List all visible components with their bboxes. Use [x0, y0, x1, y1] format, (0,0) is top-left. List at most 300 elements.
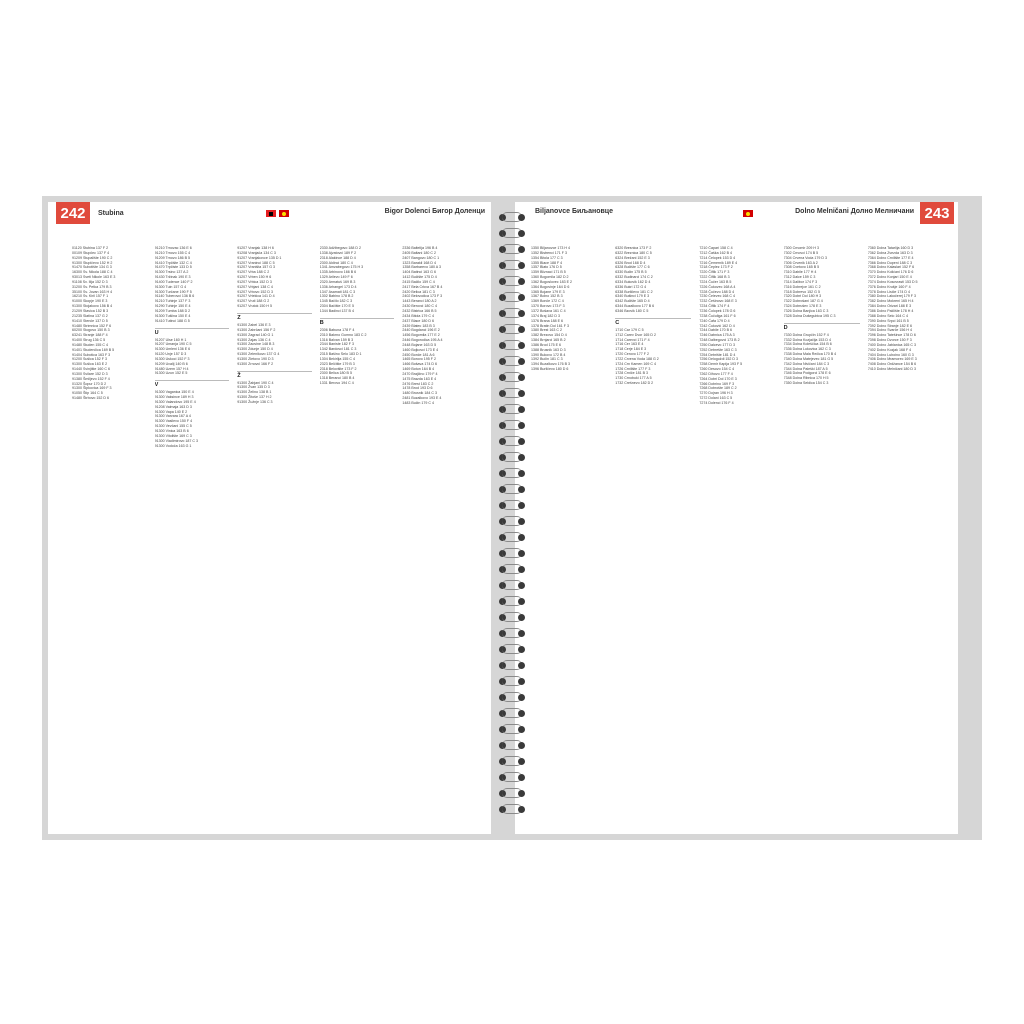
- index-column: [72, 246, 147, 826]
- index-entry: 7380 Dolno Lakočerej 179 F 3: [867, 294, 916, 299]
- index-entry: 7228 Čučevo 188 D 4: [699, 289, 735, 294]
- index-entry: 1304 Bekirlija 155 C 4: [319, 356, 355, 361]
- index-entry: 7232 Češinovo 168 E 3: [699, 299, 737, 304]
- index-entry: 1710 Car 179 C 5: [615, 327, 644, 332]
- index-entry: 91050 Štip 164 C 5: [72, 391, 103, 396]
- index-column: [155, 246, 230, 826]
- index-entry: 91120 Unje 157 D 3: [154, 352, 187, 357]
- index-entry: 7272 Dolani 163 C 5: [699, 396, 733, 401]
- index-entry: 1388 Brusnik 163 D 3: [531, 347, 566, 352]
- index-entry: 91300 Zelenikovo 137 G 4: [237, 352, 280, 357]
- index-entry: 1392 Bučin 181 C 3: [531, 357, 563, 362]
- binding-ring: [499, 292, 525, 302]
- index-entry: 1347 Asamati 181 C 3: [319, 289, 356, 294]
- binding-ring: [499, 308, 525, 318]
- index-entry: 1475 Brazda 163 E 4: [402, 376, 437, 381]
- binding-ring: [499, 468, 525, 478]
- index-entry: 7234 Čiflik 174 F 4: [699, 304, 730, 309]
- index-entry: 7326 Dolna Banjica 163 C 3: [783, 308, 829, 313]
- index-entry: 7400 Dolno Jablanica 165 C 3: [867, 342, 916, 347]
- index-entry: 7244 Dabile 170 B 6: [699, 328, 732, 333]
- index-entry: 1372 Bošava 161 C 4: [531, 308, 566, 313]
- index-entry: 7402 Dolno Kozjak 168 F 4: [867, 347, 912, 352]
- index-entry: 7246 Dabnica 175 A 3: [699, 333, 735, 338]
- index-entry: 2306 Babuna 178 F 4: [319, 327, 355, 332]
- index-entry: 35100 Sv. Jovan 163 H 4: [72, 289, 113, 294]
- index-entry: 1376 Brana 188 E 6: [531, 318, 563, 323]
- index-entry: 91209 Tumba 188 D 2: [154, 308, 191, 313]
- index-entry: 7254 Debrište 181 D 4: [699, 352, 736, 357]
- index-entry: 6336 Bukri 172 G 4: [615, 284, 647, 289]
- index-entry: 91209 Trnovo 186 B 5: [154, 255, 190, 260]
- index-entry: 1404 Batinci 163 G 6: [402, 270, 436, 275]
- index-entry: 91300 Vinica 163 B 6: [154, 429, 189, 433]
- index-entry: 1730 Crnobuki 177 A 5: [615, 376, 652, 381]
- index-entry: 1412 Bučište 175 D 4: [402, 275, 437, 280]
- index-entry: 7384 Dolno Orizari 188 E 3: [867, 304, 912, 309]
- right-page: [515, 202, 958, 834]
- index-entry: 7318 Dobrevo 152 G 5: [783, 289, 820, 294]
- index-entry: 6326 Brod 168 D 4: [615, 260, 646, 265]
- binding-ring: [499, 356, 525, 366]
- index-entry: 91300 Vasilevo 150 F 4: [154, 419, 193, 424]
- index-entry: 91300 Žitoše 137 H 2: [237, 395, 272, 400]
- index-entry: 1466 Bošava 174 D 6: [402, 362, 437, 367]
- index-entry: 7382 Dolno Mokreni 165 H 4: [867, 299, 914, 304]
- index-entry: 7340 Dolna Matejevec 181 G 5: [783, 356, 834, 361]
- index-entry: 7274 Dolenci 176 F 4: [699, 401, 734, 405]
- index-entry: 2323 Belčište 179 B 3: [319, 361, 355, 366]
- index-entry: 1469 Botun 164 B 4: [402, 367, 435, 372]
- index-entry: 91207 Vrben 150 H 6: [237, 275, 272, 280]
- index-entry: 2434 Bitola 179 C 4: [402, 313, 434, 318]
- index-entry: 2344 Baniste 182 F 3: [319, 342, 354, 347]
- index-entry: 7210 Čapari 158 C 4: [699, 246, 733, 250]
- index-entry: 2415 Bačilo 159 C 4: [402, 279, 435, 284]
- binding-ring: [499, 324, 525, 334]
- binding-ring: [499, 228, 525, 238]
- index-entry: 91380 Šmiljevo 152 F 4: [72, 376, 110, 381]
- index-entry: 7306 Crvenik 163 A 2: [783, 260, 818, 265]
- letter-heading: U: [155, 328, 230, 336]
- index-entry: 1352 Bistrenci 171 F 3: [531, 250, 567, 255]
- index-entry: 91480 Uzem 157 H 4: [154, 366, 189, 371]
- index-entry: 91300 Vitolište 169 C 3: [154, 433, 192, 438]
- index-entry: 2481 Buzalkovo 193 E 4: [402, 396, 442, 401]
- index-entry: 7350 Dolna Seldica 154 C 3: [783, 381, 829, 386]
- index-entry: 7410 Dolno Melničani 180 D 3: [867, 367, 916, 372]
- index-entry: 1724 Crn Kamen 169 C 4: [615, 361, 656, 366]
- index-entry: 01120 Stubina 137 F 2: [72, 246, 109, 250]
- index-entry: 91300 Žabjani 190 C 4: [237, 380, 274, 385]
- index-entry: 6344 Buzalkovo 177 B 6: [615, 304, 655, 309]
- index-entry: 7240 Ćafa 179 D 4: [699, 318, 730, 323]
- binding-ring: [499, 580, 525, 590]
- index-entry: 1390 Bukovo 172 B 4: [531, 352, 566, 357]
- index-entry: 91210 Trnovo 155 C 4: [154, 250, 191, 255]
- index-entry: 7242 Ćuković 162 D 4: [699, 323, 735, 328]
- binding-ring: [499, 372, 525, 382]
- index-entry: 7320 Dobri Dol 180 H 3: [783, 294, 822, 299]
- binding-ring: [499, 564, 525, 574]
- index-entry: 7360 Dolna Tatarlija 160 D 3: [867, 246, 914, 250]
- index-entry: 1342 Bardovci 181 C 3: [319, 347, 357, 352]
- index-entry: 7376 Dolno Krušje 160 F 4: [867, 284, 911, 289]
- index-entry: 7262 Dihovo 177 F 4: [699, 371, 733, 376]
- index-entry: 1358 Barbarevo 180 A 3: [402, 265, 441, 270]
- index-entry: 7342 Dolna Nivičani 184 C 3: [783, 361, 830, 366]
- index-entry: 2432 Bistrica 166 B 5: [402, 308, 437, 313]
- index-entry: 7230 Čelevec 168 C 4: [699, 294, 735, 299]
- macedonia-flag-icon: [279, 210, 289, 217]
- index-entry: 21235 Slatina 137 G 2: [72, 313, 108, 318]
- index-entry: 7338 Dolna Mala Rečica 170 B 4: [783, 352, 837, 357]
- binding-ring: [499, 676, 525, 686]
- index-entry: 2437 Blace 180 D 6: [402, 318, 434, 323]
- index-entry: 7314 Dalibor 174 F 3: [783, 279, 818, 284]
- index-entry: 91440 Svinjište 160 C 6: [72, 367, 110, 372]
- binding-ring: [499, 788, 525, 798]
- binding-ring: [499, 404, 525, 414]
- right-index-columns: [531, 246, 944, 826]
- index-entry: 7392 Dolno Stranje 182 E 6: [867, 323, 912, 328]
- index-entry: 1460 Bojkovci 173 E 4: [402, 347, 439, 352]
- index-entry: 7268 Dobrošte 189 C 2: [699, 386, 737, 391]
- index-entry: 7250 Dalcevo 177 D 3: [699, 342, 735, 347]
- index-entry: 91200 Sušica 152 F 3: [72, 357, 107, 362]
- index-entry: 01320 Šopur 170 D 2: [72, 381, 107, 386]
- index-entry: 91300 Zabel 136 E 3: [237, 322, 271, 327]
- index-entry: 6332 Budinarci 174 C 2: [615, 275, 653, 280]
- index-entry: 91000 Skopje 190 E 3: [72, 299, 108, 304]
- index-entry: 1354 Bitola 177 C 3: [531, 255, 563, 260]
- index-entry: 91210 Tuhinje 137 F 3: [154, 299, 191, 304]
- index-entry: 2320 Armatuš 169 B 3: [319, 279, 356, 284]
- index-entry: 2405 Baltani 180 C 2: [402, 250, 436, 255]
- index-entry: 6334 Bukovik 162 D 4: [615, 279, 651, 284]
- index-entry: 91209 Stupalište 190 C 2: [72, 255, 113, 260]
- index-entry: 91300 Tušiina 150 E 4: [154, 313, 191, 318]
- index-entry: 1720 Cerovo 177 F 2: [615, 352, 649, 357]
- index-entry: 91209 Uvalij 140 B 6: [154, 361, 188, 366]
- index-entry: 1712 Carev Dvor 165 D 2: [615, 332, 656, 337]
- binding-ring: [499, 212, 525, 222]
- right-page-place-range: Dolno Melničani Долно Мелничани: [795, 208, 914, 215]
- index-column: [868, 246, 944, 826]
- index-entry: 91410 Stenče 137 D 5: [72, 318, 108, 323]
- index-entry: 91290 Tuhinje 150 E 4: [154, 304, 191, 309]
- index-entry: 1364 Bogovinje 164 D 6: [531, 284, 570, 289]
- index-entry: 1344 Badinci 137 B 4: [319, 308, 354, 313]
- index-entry: 2417 Bela Crkva 167 B 4: [402, 284, 443, 289]
- index-entry: 7334 Dolna Koleščica 154 B 6: [783, 342, 832, 347]
- index-entry: 91207 Vrbica 152 D 3: [237, 279, 272, 284]
- index-entry: 7308 Cvetovo 165 B 5: [783, 265, 820, 270]
- index-entry: 91207 Vrutok 150 H 5: [237, 304, 273, 309]
- index-entry: 91300 Žužnje 136 C 3: [237, 399, 273, 404]
- index-entry: 7216 Čemernik 189 E 4: [699, 260, 738, 265]
- index-entry: 91480 Štrbovo 152 D 6: [72, 396, 109, 401]
- index-entry: 1483 Bučin 179 C 4: [402, 401, 434, 405]
- index-entry: 91300 Svilare 152 D 3: [72, 371, 108, 376]
- index-entry: 31200 Sv. Petka 179 B 3: [72, 284, 112, 289]
- index-entry: 7214 Čelopek 153 D 4: [699, 255, 736, 260]
- index-entry: 1716 Cer 163 E 4: [615, 342, 644, 347]
- binding-ring: [499, 452, 525, 462]
- index-entry: 2300 Aldinci 180 C 4: [319, 260, 353, 265]
- index-entry: 7390 Dolno Srpci 161 B 5: [867, 318, 909, 323]
- letter-heading: B: [320, 318, 395, 326]
- index-entry: 7370 Dolno Kolićani 176 D 6: [867, 270, 914, 275]
- index-entry: 7388 Dolno Selo 164 C 4: [867, 313, 908, 318]
- spiral-binding: [497, 212, 527, 818]
- index-entry: 1355 Blace 188 F 4: [531, 260, 563, 265]
- index-entry: 91300 Trsino 137 A 2: [154, 270, 189, 275]
- index-entry: 1726 Crnilište 177 F 3: [615, 366, 651, 371]
- index-entry: 91480 Strimnica 152 F 6: [72, 323, 112, 328]
- index-entry: 91300 Turčane 190 F 5: [154, 289, 192, 294]
- index-entry: 6328 Bučište 177 C 6: [615, 265, 650, 270]
- index-entry: 7396 Dolno Tatešince 178 D 6: [867, 333, 916, 338]
- index-entry: 91300 Vodoča 163 G 1: [154, 443, 192, 448]
- binding-ring: [499, 388, 525, 398]
- letter-heading: D: [784, 323, 860, 331]
- left-flags: [266, 210, 292, 217]
- index-entry: 7332 Dolna Kozjačija 153 D 4: [783, 337, 831, 342]
- index-entry: 91404 Subotica 163 F 3: [72, 352, 111, 357]
- left-page-title: Stubina: [98, 209, 124, 217]
- binding-ring: [499, 516, 525, 526]
- index-entry: 91207 Vranjakovce 135 D 1: [237, 255, 282, 260]
- left-page: [48, 202, 491, 834]
- index-entry: 1323 Barakli 168 D 4: [402, 260, 436, 265]
- binding-ring: [499, 644, 525, 654]
- index-entry: 91300 Zabrčani 156 F 2: [237, 327, 276, 332]
- index-entry: 1341 Amzabegovo 175 H 3: [319, 265, 364, 270]
- index-entry: 91410 Tutinci 188 G 5: [154, 318, 190, 323]
- index-entry: 1362 Bogoslovec 183 E 2: [531, 279, 572, 284]
- index-entry: 2318 Alakince 188 D 4: [319, 255, 356, 260]
- index-entry: 2336 Baltelija 196 B 4: [402, 246, 438, 250]
- index-entry: 91300 Tuin 157 G 4: [154, 284, 187, 289]
- index-column: [237, 246, 312, 826]
- index-entry: 91300 Vladimirovo 187 C 3: [154, 438, 198, 443]
- binding-ring: [499, 708, 525, 718]
- index-entry: 1732 Crešnevo 182 D 2: [615, 381, 654, 386]
- index-entry: 21209 Stavica 152 B 3: [72, 308, 109, 313]
- index-entry: 7330 Dolna Grupčin 152 F 4: [783, 332, 829, 337]
- index-entry: 91140 Tuberovci 136 B 6: [154, 294, 195, 299]
- index-entry: 7220 Čiflik 171 F 3: [699, 270, 730, 275]
- index-entry: 91207 Vraništa 157 G 3: [237, 265, 276, 270]
- index-entry: 2446 Bogorodica 195 A 4: [402, 338, 443, 343]
- index-entry: 91470 Subotište 134 G 3: [72, 265, 112, 270]
- index-entry: 91207 Vrtekica 141 D 4: [237, 294, 275, 299]
- index-entry: 91108 Sv. Ilija 152 D 3: [72, 279, 108, 284]
- index-entry: 7226 Čukovec 168 A 4: [699, 284, 736, 289]
- index-entry: 91300 Šipkovica 169 F 3: [72, 386, 112, 391]
- right-flags: [743, 210, 756, 217]
- index-column: [615, 246, 691, 826]
- index-entry: 6340 Bušinci 179 E 3: [615, 294, 650, 299]
- index-entry: 91300 Stojakovo 156 B 4: [72, 304, 113, 309]
- binding-ring: [499, 500, 525, 510]
- index-entry: 7310 Dabile 177 H 4: [783, 270, 817, 275]
- index-entry: 2330 Adžibegovo 188 D 2: [319, 246, 361, 250]
- index-entry: 91300 Zrnovci 166 F 2: [237, 361, 274, 366]
- index-entry: 91300 Uskoci 152 F 3: [154, 356, 190, 361]
- index-entry: 1465 Borovo 195 F 2: [402, 357, 436, 362]
- index-entry: 7248 Dalbegovci 173 B 2: [699, 338, 740, 343]
- index-entry: 1359 Bliznaci 171 B 5: [531, 270, 566, 275]
- index-entry: 7316 Dobrejce 161 C 2: [783, 284, 821, 289]
- index-entry: 6322 Breznica 180 C 5: [615, 250, 652, 255]
- binding-ring: [499, 724, 525, 734]
- index-entry: 91300 Varvara 167 A 4: [154, 414, 191, 419]
- binding-ring: [499, 772, 525, 782]
- index-entry: 91300 Valandovo 195 E 4: [154, 399, 196, 404]
- index-entry: 7378 Dolno Lisiče 174 D 4: [867, 289, 910, 294]
- index-entry: 7328 Dolna Dušegubica 195 C 3: [783, 313, 836, 318]
- index-entry: 1722 Crvena Voda 188 G 2: [615, 356, 659, 361]
- index-entry: 1335 Arbinovo 166 B 6: [319, 270, 357, 275]
- index-entry: 91300 Vevčani 155 C 5: [154, 424, 192, 429]
- index-entry: 7222 Čiflik 168 B 3: [699, 275, 730, 280]
- index-entry: 1714 Carevci 171 F 4: [615, 337, 650, 342]
- index-entry: 6338 Burilčevo 181 C 2: [615, 289, 653, 294]
- index-entry: 91300 Zletovo 190 D 3: [237, 356, 274, 361]
- index-column: [699, 246, 775, 826]
- index-entry: 1456 Bogomila 177 E 2: [402, 333, 440, 338]
- index-entry: 1384 Brnjarci 165 B 2: [531, 338, 566, 343]
- binding-ring: [499, 340, 525, 350]
- letter-heading: V: [155, 380, 230, 388]
- albania-flag-icon: [266, 210, 276, 217]
- index-entry: 1380 Brest 163 C 2: [531, 328, 562, 333]
- index-entry: 2448 Bojane 163 D 5: [402, 342, 437, 347]
- index-entry: 7322 Dobrošani 187 G 4: [783, 299, 823, 304]
- index-entry: 7252 Debrešte 163 C 3: [699, 347, 737, 352]
- index-entry: 1443 Beranci 180 A 2: [402, 299, 437, 304]
- index-entry: 7302 Crnovci 174 B 5: [783, 250, 819, 255]
- index-entry: 63241 Stranje 188 F 4: [72, 333, 108, 338]
- index-entry: 2450 Bonče 181 A 6: [402, 352, 435, 357]
- left-page-header: [48, 202, 491, 224]
- binding-ring: [499, 436, 525, 446]
- index-entry: 91300 Vaganica 150 E 4: [154, 390, 194, 395]
- binding-ring: [499, 484, 525, 494]
- index-entry: 7238 Čučuliga 161 F 6: [699, 313, 736, 318]
- index-entry: 1365 Bojane 179 E 3: [531, 289, 565, 294]
- index-column: [784, 246, 860, 826]
- macedonia-flag-icon: [743, 210, 753, 217]
- index-entry: 91207 Vraninci 188 C 5: [237, 260, 275, 265]
- index-entry: 7312 Dalce 159 C 3: [783, 275, 816, 280]
- index-entry: 7408 Dolno Ordžance 154 B 6: [867, 362, 917, 367]
- index-entry: 7386 Dolno Palčište 178 H 4: [867, 308, 914, 313]
- index-entry: 6330 Bučin 175 B 5: [615, 270, 647, 275]
- index-entry: 7266 Dobrino 169 F 3: [699, 381, 735, 386]
- index-entry: 7336 Dolna Lukovica 162 C 3: [783, 347, 831, 352]
- index-entry: 1318 Beranci 180 B 4: [319, 376, 355, 381]
- index-entry: 60200 Stogovo 150 B 3: [72, 328, 110, 333]
- index-entry: 1350 Biljanovce 173 H 4: [531, 246, 570, 250]
- index-entry: 7374 Dolno Kosovrasti 153 D 5: [867, 279, 918, 284]
- index-entry: 2310 Bakrno Gumno 183 C 2: [319, 332, 367, 337]
- index-entry: 1331 Berovo 194 C 4: [319, 381, 354, 386]
- index-entry: 7398 Dolno Dvorce 150 F 3: [867, 338, 912, 343]
- index-entry: 2300 Belica 180 B 5: [319, 371, 352, 376]
- index-entry: 1374 Braj 182 D 3: [531, 313, 560, 318]
- index-entry: 91207 Vrbovo 152 D 3: [237, 289, 274, 294]
- index-entry: 91208 Vranjača 134 C 3: [237, 250, 276, 255]
- index-entry: 91400 Strug 136 C 5: [72, 338, 106, 343]
- index-entry: 2439 Blatec 183 B 3: [402, 323, 435, 328]
- index-entry: 91300 Vapa 140 E 2: [154, 409, 188, 414]
- binding-ring: [499, 756, 525, 766]
- index-entry: 7236 Čolopek 178 G 6: [699, 308, 736, 313]
- index-entry: 6346 Bzovik 180 C 5: [615, 308, 649, 313]
- index-entry: 91470 Trpčiste 133 D 5: [154, 265, 192, 270]
- index-column: [320, 246, 395, 826]
- index-entry: 91430 Tržinak 190 E 3: [154, 275, 191, 280]
- index-entry: 7300 Crnomir 209 H 3: [783, 246, 819, 250]
- index-entry: 91410 Trpčište 132 C 4: [154, 260, 192, 265]
- index-entry: 91300 Zaovine 148 B 3: [237, 342, 275, 347]
- index-entry: 1360 Bogomila 182 D 2: [531, 275, 569, 280]
- index-entry: 7394 Dolno Svarče 156 H 4: [867, 328, 912, 333]
- index-entry: 2315 Bašino Selo 183 D 1: [319, 352, 362, 357]
- index-entry: 91300 Uzun 152 E 5: [154, 371, 188, 376]
- binding-ring: [499, 276, 525, 286]
- index-entry: 91207 Vranjak 138 H 6: [237, 246, 274, 250]
- index-entry: 91400 Tudence 140 F 2: [154, 279, 193, 284]
- right-page-title: Biljanovce Биљановце: [535, 208, 613, 215]
- binding-ring: [499, 260, 525, 270]
- index-entry: 2407 Bangovo 180 C 1: [402, 255, 440, 260]
- index-entry: 7364 Dolno Crnilište 177 E 4: [867, 255, 914, 260]
- binding-ring: [499, 692, 525, 702]
- index-entry: 91480 Studen 155 C 4: [72, 342, 108, 347]
- index-entry: 1345 Bačilo 182 C 3: [319, 299, 353, 304]
- letter-heading: Z: [237, 313, 312, 321]
- left-page-place-range: Bigor Dolenci Бигор Доленци: [384, 208, 485, 215]
- index-entry: 2476 Brest 183 C 2: [402, 381, 434, 386]
- index-entry: 7256 Delogoždi 152 D 3: [699, 357, 738, 362]
- binding-ring: [499, 804, 525, 814]
- index-entry: 91300 Zajas 136 C 4: [237, 337, 271, 342]
- index-entry: 91210 Trnovac 136 E 6: [154, 246, 192, 250]
- index-entry: 91208 Valmaja 163 D 3: [154, 404, 192, 409]
- index-entry: 7218 Čeplez 173 F 2: [699, 265, 733, 270]
- index-entry: 7258 Demir Kapija 193 F 5: [699, 362, 743, 367]
- index-entry: 91300 Vaksince 189 H 3: [154, 395, 194, 400]
- index-entry: 1316 Balvan 159 B 3: [319, 337, 354, 342]
- binding-ring: [499, 532, 525, 542]
- index-entry: 6320 Bresnica 173 F 2: [615, 246, 652, 250]
- index-entry: 91300 Zagrad 140 G 1: [237, 332, 274, 337]
- index-entry: 7362 Dolna Zvezda 163 D 3: [867, 250, 913, 255]
- binding-ring: [499, 660, 525, 670]
- index-column: [402, 246, 477, 826]
- index-entry: 7406 Dolno Mramorec 169 E 3: [867, 357, 917, 362]
- index-entry: 16300 Sv. Nikola 188 C 4: [72, 270, 113, 275]
- index-entry: 1480 Brusnik 184 C 3: [402, 391, 437, 396]
- index-entry: 7372 Dolno Konjari 150 E 4: [867, 275, 912, 280]
- index-entry: 7260 Desovo 154 C 4: [699, 367, 735, 372]
- index-entry: 1367 Bolno 152 B 3: [531, 294, 563, 299]
- index-entry: 1370 Borovo 173 F 3: [531, 304, 565, 309]
